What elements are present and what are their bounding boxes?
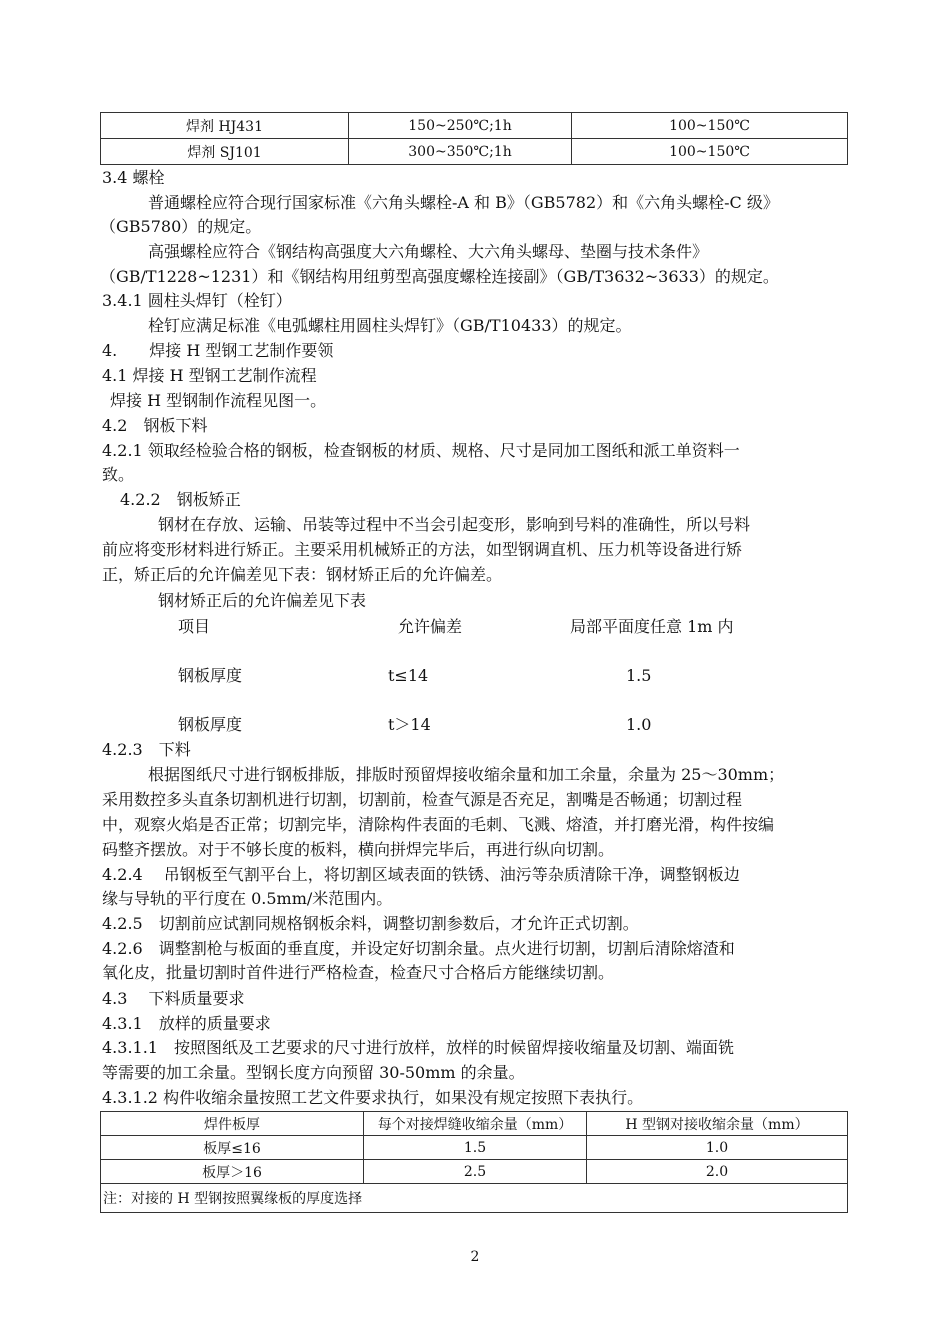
body-text: 4.2.1 领取经检验合格的钢板，检查钢板的材质、规格、尺寸是同加工图纸和派工单资料一 [102,441,740,460]
table-row [101,113,848,139]
table-note: 注：对接的 H 型钢按照翼缘板的厚度选择 [101,1184,848,1213]
table-cell: 焊剂 HJ431 [101,113,349,139]
body-text: 4.2.4 吊钢板至气割平台上，将切割区域表面的铁锈、油污等杂质清除干净，调整钢板边 [102,865,740,884]
table-cell: 100~150℃ [572,139,848,165]
table-header-cell: 焊件板厚 [101,1112,364,1136]
body-text: 等需要的加工余量。型钢长度方向预留 30-50mm 的余量。 [102,1063,525,1082]
section-heading: 4.2.3 下料 [102,740,191,759]
body-text: 正，矫正后的允许偏差见下表：钢材矫正后的允许偏差。 [102,565,503,584]
tolerance-cell: t≤14 [388,666,429,685]
tolerance-header: 局部平面度任意 1m 内 [570,617,734,636]
table-cell: 1.0 [587,1136,848,1160]
section-heading: 4.2.2 钢板矫正 [120,490,241,509]
table-header-cell: 每个对接焊缝收缩余量（mm） [364,1112,587,1136]
table-header-row [101,1112,848,1136]
shrinkage-allowance-table [100,1111,848,1213]
section-heading: 3.4.1 圆柱头焊钉（栓钉） [102,291,292,310]
flux-baking-table [100,112,848,165]
body-text: 4.2.6 调整割枪与板面的垂直度，并设定好切割余量。点火进行切割，切割后清除熔渣和 [102,939,735,958]
body-text: 前应将变形材料进行矫正。主要采用机械矫正的方法，如型钢调直机、压力机等设备进行矫 [102,540,743,559]
table-cell: 100~150℃ [572,113,848,139]
body-text: 根据图纸尺寸进行钢板排版，排版时预留焊接收缩余量和加工余量，余量为 25～30mm； [148,765,785,784]
table-note-row [101,1184,848,1213]
body-text: 4.2.5 切割前应试割同规格钢板余料，调整切割参数后，才允许正式切割。 [102,914,639,933]
body-text: （GB/T1228~1231）和《钢结构用纽剪型高强度螺栓连接副》（GB/T3632~3633）的规定。 [100,267,779,286]
table-cell: 1.5 [364,1136,587,1160]
body-text: 缘与导轨的平行度在 0.5mm/米范围内。 [102,889,393,908]
body-text: 4.3.1.2 构件收缩余量按照工艺文件要求执行，如果没有规定按照下表执行。 [102,1088,644,1107]
tolerance-header: 项目 [178,617,211,636]
tolerance-cell: 钢板厚度 [178,715,243,734]
section-heading: 4.3.1 放样的质量要求 [102,1014,271,1033]
body-text: 4.3.1.1 按照图纸及工艺要求的尺寸进行放样，放样的时候留焊接收缩量及切割、端面铣 [102,1038,734,1057]
page-number: 2 [470,1249,480,1265]
section-heading: 4. 焊接 H 型钢工艺制作要领 [102,341,334,360]
tolerance-header: 允许偏差 [398,617,463,636]
section-heading: 4.1 焊接 H 型钢工艺制作流程 [102,366,317,385]
section-heading: 4.3 下料质量要求 [102,989,245,1008]
table-cell: 2.5 [364,1160,587,1184]
body-text: 高强螺栓应符合《钢结构高强度大六角螺栓、大六角头螺母、垫圈与技术条件》 [148,242,709,261]
tolerance-cell: t＞14 [388,715,431,734]
section-heading: 4.2 钢板下料 [102,416,208,435]
body-text: 采用数控多头直条切割机进行切割，切割前，检查气源是否充足，割嘴是否畅通；切割过程 [102,790,743,809]
table-cell: 焊剂 SJ101 [101,139,349,165]
body-text: 焊接 H 型钢制作流程见图一。 [110,391,327,410]
table-caption: 钢材矫正后的允许偏差见下表 [158,591,367,610]
table-cell: 300~350℃;1h [349,139,572,165]
table-cell: 板厚≤16 [101,1136,364,1160]
tolerance-cell: 1.5 [626,666,652,685]
table-row [101,1136,848,1160]
table-cell: 板厚＞16 [101,1160,364,1184]
body-text: （GB5780）的规定。 [100,217,262,236]
body-text: 氧化皮，批量切割时首件进行严格检查，检查尺寸合格后方能继续切割。 [102,963,615,982]
body-text: 中，观察火焰是否正常；切割完毕，清除构件表面的毛刺、飞溅、熔渣，并打磨光滑，构件按编 [102,815,775,834]
body-text: 栓钉应满足标准《电弧螺柱用圆柱头焊钉》（GB/T10433）的规定。 [148,316,632,335]
table-header-cell: H 型钢对接收缩余量（mm） [587,1112,848,1136]
body-text: 码整齐摆放。对于不够长度的板料，横向拼焊完毕后，再进行纵向切割。 [102,840,615,859]
body-text: 致。 [102,465,135,484]
table-row [101,1160,848,1184]
tolerance-cell: 钢板厚度 [178,666,243,685]
body-text: 普通螺栓应符合现行国家标准《六角头螺栓-A 和 B》（GB5782）和《六角头螺栓-C 级》 [148,193,779,212]
table-cell: 150~250℃;1h [349,113,572,139]
table-cell: 2.0 [587,1160,848,1184]
body-text: 钢材在存放、运输、吊装等过程中不当会引起变形，影响到号料的准确性，所以号料 [158,515,751,534]
table-row [101,139,848,165]
section-heading: 3.4 螺栓 [102,168,165,187]
tolerance-cell: 1.0 [626,715,652,734]
